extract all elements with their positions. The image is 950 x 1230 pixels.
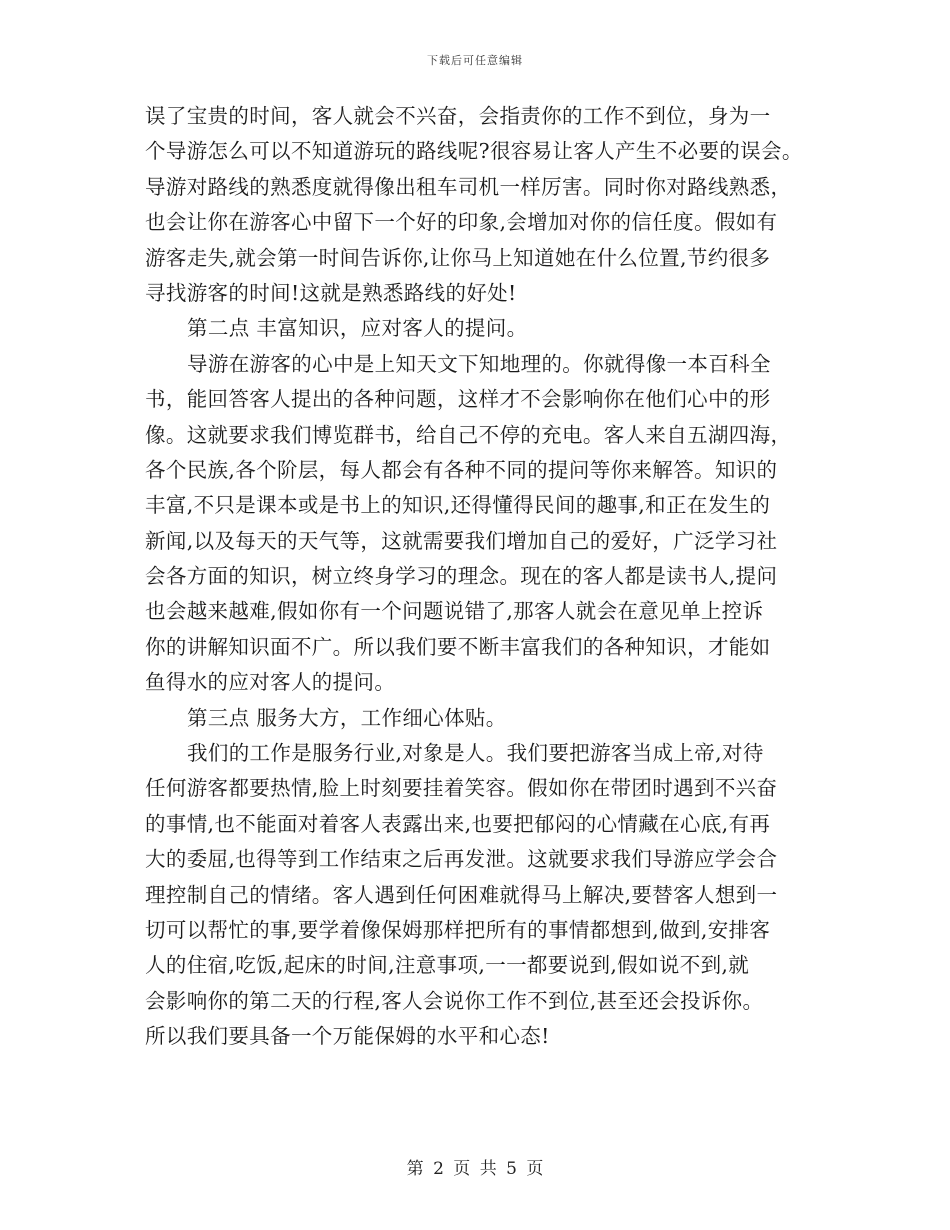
section-heading: 第三点 服务大方，工作细心体贴。 [187,705,507,730]
text-line: 你的讲解知识面不广。所以我们要不断丰富我们的各种知识，才能如 [145,634,771,659]
text-line: 会各方面的知识，树立终身学习的理念。现在的客人都是读书人,提问 [145,564,778,589]
text-line: 各个民族,各个阶层，每人都会有各种不同的提问等你来解答。知识的 [145,457,778,482]
text-line: 游客走失,就会第一时间告诉你,让你马上知道她在什么位置,节约很多 [145,245,771,270]
text-line: 个导游怎么可以不知道游玩的路线呢?很容易让客人产生不必要的误会。 [145,139,803,164]
page-number-footer: 第 2 页 共 5 页 [406,1159,544,1179]
text-line: 大的委屈,也得等到工作结束之后再发泄。这就要求我们导游应学会合 [145,847,778,872]
paragraph-start-line: 导游在游客的心中是上知天文下知地理的。你就得像一本百科全 [187,351,771,376]
text-line: 鱼得水的应对客人的提问。 [145,670,396,695]
text-line: 人的住宿,吃饭,起床的时间,注意事项,一一都要说到,假如说不到,就 [145,953,750,978]
text-line: 切可以帮忙的事,要学着像保姆那样把所有的事情都想到,做到,安排客 [145,917,771,942]
text-line: 导游对路线的熟悉度就得像出租车司机一样厉害。同时你对路线熟悉， [145,174,792,199]
text-line: 任何游客都要热情,脸上时刻要挂着笑容。假如你在带团时遇到不兴奋 [145,776,778,801]
paragraph-start-line: 我们的工作是服务行业,对象是人。我们要把游客当成上帝,对待 [187,741,764,766]
text-line: 像。这就要求我们博览群书，给自己不停的充电。客人来自五湖四海， [145,422,792,447]
text-line: 理控制自己的情绪。客人遇到任何困难就得马上解决,要替客人想到一 [145,882,778,907]
text-line: 丰富,不只是课本或是书上的知识,还得懂得民间的趣事,和正在发生的 [145,493,771,518]
page-header: 下载后可任意编辑 [427,54,523,67]
document-body [145,99,825,1055]
text-line: 会影响你的第二天的行程,客人会说你工作不到位,甚至还会投诉你。 [145,988,764,1013]
text-line: 也会越来越难,假如你有一个问题说错了,那客人就会在意见单上控诉 [145,599,764,624]
text-line: 书，能回答客人提出的各种问题，这样才不会影响你在他们心中的形 [145,387,771,412]
text-line: 误了宝贵的时间，客人就会不兴奋，会指责你的工作不到位，身为一 [145,104,771,128]
section-heading: 第二点 丰富知识，应对客人的提问。 [187,316,528,341]
text-line: 新闻,以及每天的天气等，这就需要我们增加自己的爱好，广泛学习社 [145,528,778,553]
text-line: 也会让你在游客心中留下一个好的印象,会增加对你的信任度。假如有 [145,210,778,235]
text-line: 的事情,也不能面对着客人表露出来,也要把郁闷的心情藏在心底,有再 [145,811,771,836]
text-line: 寻找游客的时间!这就是熟悉路线的好处! [145,280,517,305]
text-line: 所以我们要具备一个万能保姆的水平和心态! [145,1024,550,1049]
